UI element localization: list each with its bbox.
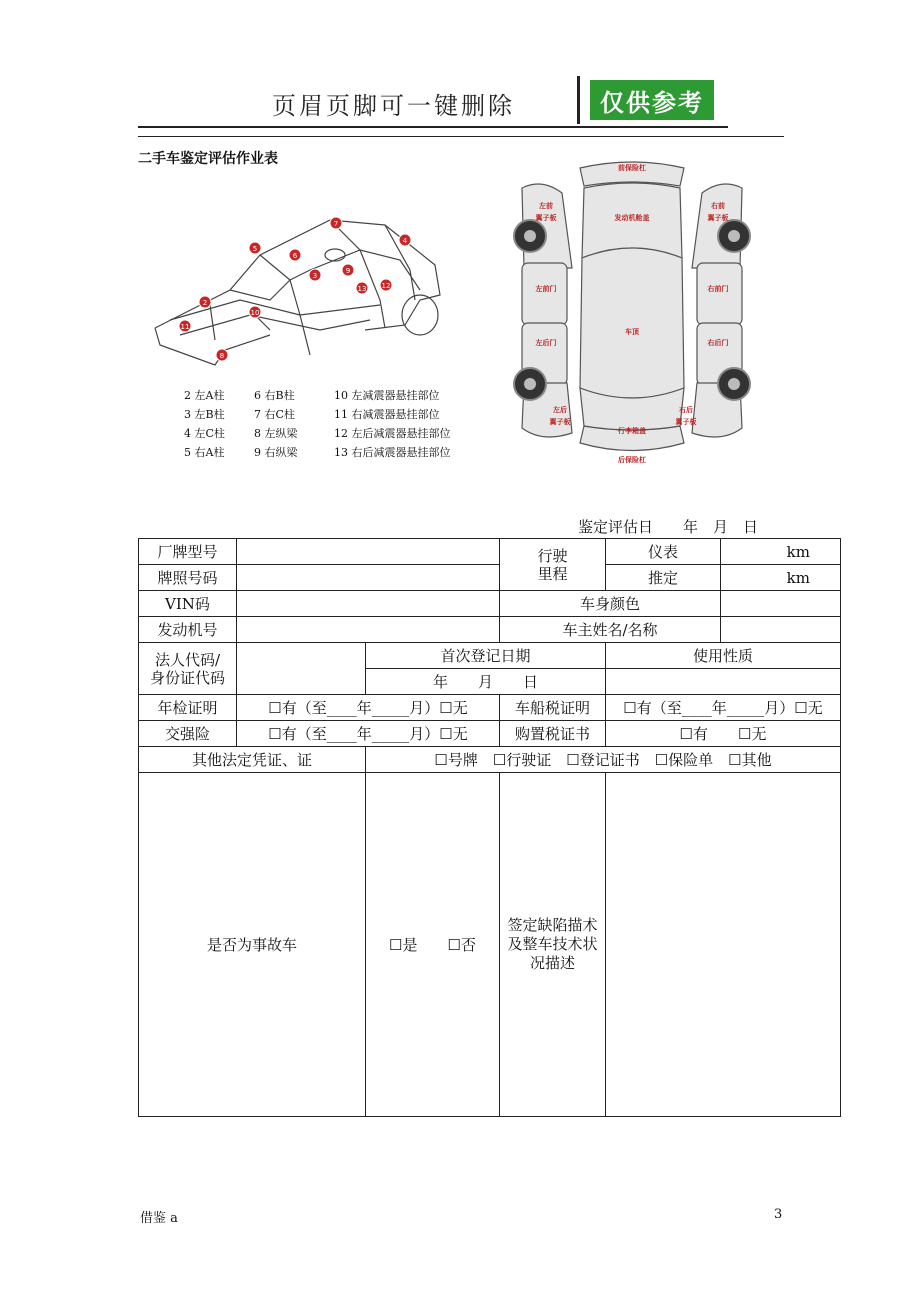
header-text: 页眉页脚可一键删除 [272,92,515,120]
accident-checkbox[interactable]: ☐是 ☐否 [366,773,500,1117]
estimate-km-field[interactable]: km [721,565,841,591]
legend-item: 4 左C柱 [184,427,225,440]
purchase-tax-checkbox[interactable]: ☐有 ☐无 [606,721,841,747]
document-title: 二手车鉴定评估作业表 [138,151,278,167]
label-rear-bumper: 后保险杠 [618,456,646,464]
label-id-code: 法人代码/ 身份证代码 [139,643,237,695]
reference-stamp: 仅供参考 [590,80,714,120]
page-number: 3 [774,1207,783,1222]
legend-item: 3 左B柱 [184,408,225,421]
label-front-bumper: 前保险杠 [618,164,646,172]
insurance-checkbox[interactable]: ☐有（至____年_____月）☐无 [237,721,500,747]
label-rr-fender-2: 翼子板 [675,418,697,426]
owner-name-field[interactable] [721,617,841,643]
label-lf-fender-1: 左前 [539,202,553,210]
frame-marker: 11 [180,323,190,331]
defect-desc-field[interactable] [606,773,841,1117]
frame-marker: 13 [357,285,367,293]
label-accident: 是否为事故车 [139,773,366,1117]
label-vessel-tax: 车船税证明 [500,695,606,721]
frame-marker: 6 [292,252,298,260]
label-meter: 仪表 [606,539,721,565]
label-insurance: 交强险 [139,721,237,747]
label-lf-door: 左前门 [535,285,557,293]
other-docs-checkboxes[interactable]: ☐号牌 ☐行驶证 ☐登记证书 ☐保险单 ☐其他 [366,747,841,773]
label-purchase-tax: 购置税证书 [500,721,606,747]
usage-field[interactable] [606,669,841,695]
label-trunk: 行李箱盖 [618,427,646,435]
label-other-docs: 其他法定凭证、证 [139,747,366,773]
label-defect-desc: 签定缺陷描术及整车技术状况描述 [500,773,606,1117]
label-plate-no: 牌照号码 [139,565,237,591]
brand-model-field[interactable] [237,539,500,565]
meter-km-field[interactable]: km [721,539,841,565]
label-lf-fender-2: 翼子板 [535,214,557,222]
frame-marker: 10 [250,309,260,317]
legend-item: 10 左减震器悬挂部位 [334,389,440,402]
frame-marker: 2 [202,299,208,307]
vessel-tax-checkbox[interactable]: ☐有（至____年_____月）☐无 [606,695,841,721]
engine-no-field[interactable] [237,617,500,643]
label-mileage: 行驶 里程 [500,539,606,591]
body-color-field[interactable] [721,591,841,617]
id-code-field[interactable] [237,643,366,695]
label-rr-fender-1: 右后 [679,406,693,414]
frame-marker: 4 [402,237,408,245]
legend-item: 12 左后减震器悬挂部位 [334,427,451,440]
legend-item: 6 右B柱 [254,389,295,402]
label-vin: VIN码 [139,591,237,617]
legend-item: 7 右C柱 [254,408,295,421]
first-reg-date-field[interactable]: 年 月 日 [366,669,606,695]
header-rule [138,126,728,128]
label-usage: 使用性质 [606,643,841,669]
header-rule-thin [138,136,784,137]
label-brand-model: 厂牌型号 [139,539,237,565]
label-rr-door: 右后门 [707,339,729,347]
label-rf-fender-2: 翼子板 [707,214,729,222]
label-estimate: 推定 [606,565,721,591]
frame-marker: 12 [381,282,391,290]
plate-no-field[interactable] [237,565,500,591]
car-panel-diagram [512,158,752,468]
frame-marker: 7 [333,220,339,228]
legend-item: 9 右纵梁 [254,446,298,459]
label-rf-door: 右前门 [707,285,729,293]
label-inspection: 年检证明 [139,695,237,721]
vin-field[interactable] [237,591,500,617]
legend-item: 13 右后减震器悬挂部位 [334,446,451,459]
label-lr-fender-2: 翼子板 [549,418,571,426]
label-owner-name: 车主姓名/名称 [500,617,721,643]
frame-marker: 3 [312,272,318,280]
label-rf-fender-1: 右前 [711,202,725,210]
label-body-color: 车身颜色 [500,591,721,617]
assessment-form [138,538,841,1117]
legend-item: 5 右A柱 [184,446,225,459]
legend-item: 2 左A柱 [184,389,225,402]
label-lr-fender-1: 左后 [553,406,567,414]
label-first-reg: 首次登记日期 [366,643,606,669]
assessment-date: 鉴定评估日 年 月 日 [578,518,759,536]
frame-marker: 5 [252,245,258,253]
legend-item: 11 右减震器悬挂部位 [334,408,440,421]
frame-marker: 8 [219,352,225,360]
inspection-checkbox[interactable]: ☐有（至____年_____月）☐无 [237,695,500,721]
label-lr-door: 左后门 [535,339,557,347]
footer-left: 借鉴 a [140,1211,178,1226]
label-roof: 车顶 [625,328,639,336]
frame-marker: 9 [345,267,351,275]
header-divider [577,76,580,124]
label-engine-no: 发动机号 [139,617,237,643]
label-hood: 发动机舱盖 [614,214,650,222]
car-frame-diagram [150,210,450,375]
legend-item: 8 左纵梁 [254,427,298,440]
